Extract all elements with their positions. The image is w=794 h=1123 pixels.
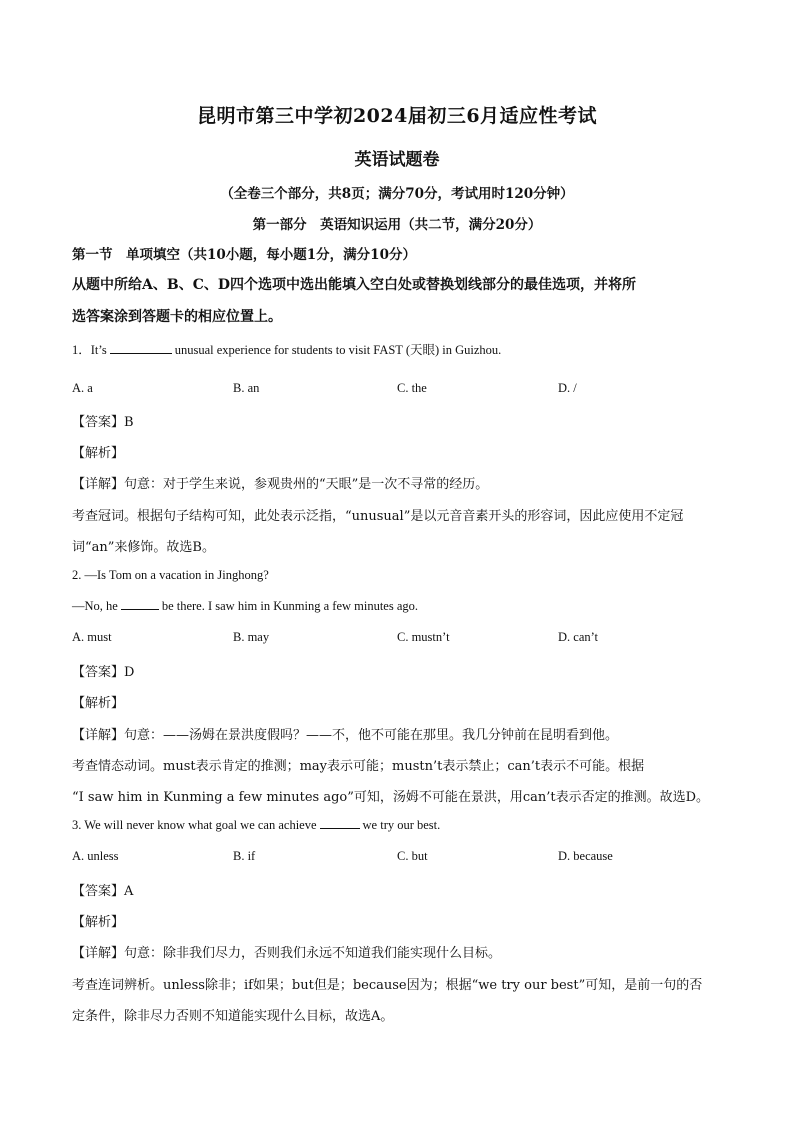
answer-blank [320, 818, 360, 829]
question-2-detail: 【详解】句意：——汤姆在景洪度假吗？——不，他不可能在那里。我几分钟前在昆明看到他。 [72, 728, 619, 743]
question-3-prefix: 3. We will never know what goal we can achieve [72, 818, 317, 832]
question-2-option-d: D. can’t [558, 630, 599, 644]
question-3-suffix: we try our best. [362, 818, 441, 832]
question-3-explanation-2: 定条件，除非尽力否则不知道能实现什么目标，故选A。 [72, 1009, 394, 1024]
question-2-explanation-2: “I saw him in Kunming a few minutes ago”可知，汤姆不可能在景洪，用can’t表示否定的推测。故选D。 [72, 790, 710, 805]
question-3-option-a: A. unless [72, 849, 119, 863]
question-3-answer: 【答案】A [72, 884, 134, 899]
question-2-answer: 【答案】D [72, 665, 135, 680]
question-2-suffix: be there. I saw him in Kunming a few minutes ago. [161, 599, 419, 613]
question-1-detail: 【详解】句意：对于学生来说，参观贵州的“天眼”是一次不寻常的经历。 [72, 477, 489, 492]
question-2-option-a: A. must [72, 630, 112, 644]
section-heading: 第一节 单项填空（共10小题，每小题1分，满分10分） [72, 247, 416, 263]
exam-note: （全卷三个部分，共8页；满分70分，考试用时120分钟） [220, 186, 574, 202]
question-3-analysis-label: 【解析】 [72, 915, 125, 930]
question-2-analysis-label: 【解析】 [72, 696, 125, 711]
question-3-explanation-1: 考查连词辨析。unless除非；if如果；but但是；because因为；根据“we try our best”可知，是前一句的否 [72, 978, 703, 993]
answer-blank [121, 599, 159, 610]
question-1-explanation-1: 考查冠词。根据句子结构可知，此处表示泛指，“unusual”是以元音音素开头的形容词，因此应使用不定冠 [72, 509, 684, 524]
instruction-line-2: 选答案涂到答题卡的相应位置上。 [72, 309, 282, 325]
question-3-detail: 【详解】句意：除非我们尽力，否则我们永远不知道我们能实现什么目标。 [72, 946, 502, 961]
part-heading: 第一部分 英语知识运用（共二节，满分20分） [252, 217, 542, 233]
question-2-stem [72, 599, 418, 614]
question-2-line-1: 2. —Is Tom on a vacation in Jinghong? [72, 568, 269, 582]
question-1-answer: 【答案】B [72, 415, 134, 430]
question-1-option-a: A. a [72, 381, 93, 395]
question-3-option-b: B. if [233, 849, 256, 863]
answer-blank [110, 343, 172, 354]
question-1-analysis-label: 【解析】 [72, 446, 125, 461]
exam-title: 昆明市第三中学初2024届初三6月适应性考试 [196, 105, 598, 127]
instruction-line-1: 从题中所给A、B、C、D四个选项中选出能填入空白处或替换划线部分的最佳选项，并将所 [72, 277, 636, 293]
question-1-option-c: C. the [397, 381, 427, 395]
question-2-option-b: B. may [233, 630, 270, 644]
question-2-prefix: —No, he [72, 599, 118, 613]
exam-subtitle: 英语试题卷 [354, 150, 440, 170]
question-2-option-c: C. mustn’t [397, 630, 450, 644]
question-1-explanation-2: 词“an”来修饰。故选B。 [72, 540, 215, 555]
question-3-option-c: C. but [397, 849, 428, 863]
question-3-option-d: D. because [558, 849, 613, 863]
question-1-option-d: D. / [558, 381, 577, 395]
question-1-suffix: unusual experience for students to visit FAST (天眼) in Guizhou. [174, 343, 502, 357]
question-2-explanation-1: 考查情态动词。must表示肯定的推测；may表示可能；mustn’t表示禁止；can’t表示不可能。根据 [72, 759, 645, 774]
question-1-stem [72, 340, 501, 358]
question-3-stem [72, 818, 440, 833]
question-1-option-b: B. an [233, 381, 260, 395]
question-1-prefix: 1．It’s [72, 343, 107, 357]
